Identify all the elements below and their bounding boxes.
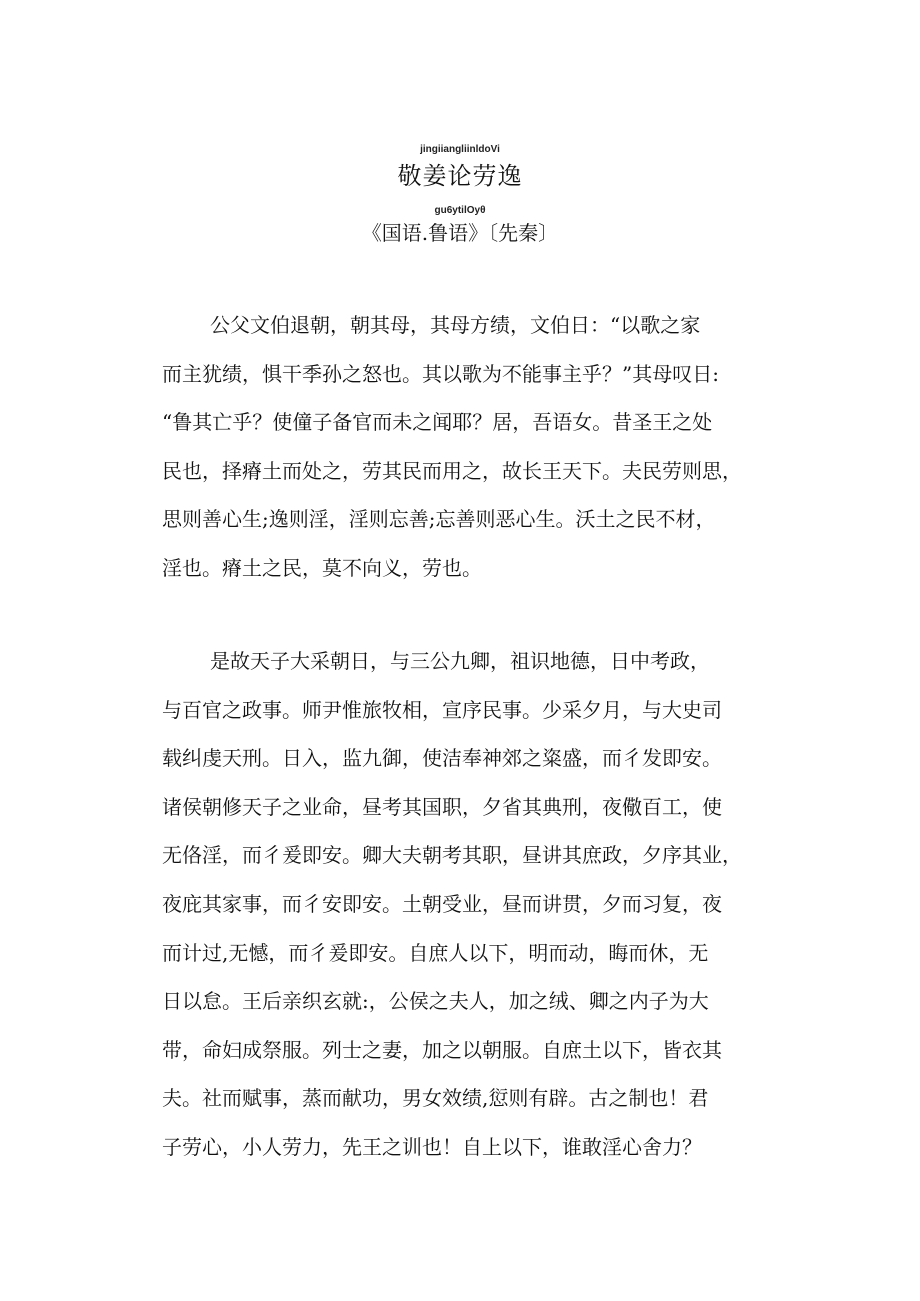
text-line: 公父文伯退朝，朝其母，其母方绩，文伯日：“以歌之家 (210, 313, 701, 337)
text-line: 子劳心，小人劳力，先王之训也！自上以下，谁敢淫心舍力？ (162, 1134, 702, 1159)
text-line: 日以怠。王后亲织玄就:，公侯之夫人，加之绒、卿之内子为大 (162, 989, 709, 1014)
text-line: 夫。社而赋事，蒸而献功，男女效绩,愆则有辟。古之制也！君 (162, 1086, 709, 1111)
text-line: 载纠虔天刑。日入，监九御，使洁奉神郊之粢盛，而彳发即安。 (162, 746, 722, 771)
text-line: 淫也。瘠土之民，莫不向义，劳也。 (162, 555, 482, 580)
paragraph-2 (162, 637, 762, 1172)
source-pinyin: gu6ytilOyθ (434, 205, 486, 216)
text-line: 夜庇其家事，而彳安即安。土朝受业，昼而讲贯，夕而习复，夜 (162, 891, 722, 916)
text-line: 是故天子大采朝日，与三公九卿，祖识地德，日中考政， (210, 649, 710, 673)
text-line: 带，命妇成祭服。列士之妻，加之以朝服。自庶土以下，皆衣其 (162, 1037, 722, 1062)
text-line: 思则善心生;逸则淫，淫则忘善;忘善则恶心生。沃土之民不材， (162, 507, 716, 532)
text-line: 而主犹绩，惧干季孙之怒也。其以歌为不能事主乎？”其母叹日: (162, 361, 719, 386)
text-line: 无佫淫，而彳爰即安。卿大夫朝考其职，昼讲其庶政，夕序其业， (162, 843, 742, 868)
text-line: 诸侯朝修天子之业命，昼考其国职，夕省其典刑，夜儆百工，使 (162, 794, 722, 819)
paragraph-1 (162, 301, 762, 593)
text-line: 而计过,无憾，而彳爰即安。自庶人以下，明而动，晦而休，无 (162, 940, 709, 965)
text-line: “鲁其亡乎？使僮子备官而未之闻耶？居，吾语女。昔圣王之处 (162, 410, 713, 435)
source-attribution: 《国语.鲁语》〔先秦〕 (361, 221, 559, 245)
title-pinyin: jingiiangliinldoVi (420, 144, 500, 155)
page-title: 敬姜论劳逸 (397, 162, 523, 190)
text-line: 民也，择瘠土而处之，劳其民而用之，故长王天下。夫民劳则思， (162, 458, 742, 483)
text-line: 与百官之政事。师尹惟旅牧相，宣序民事。少采夕月，与大史司 (162, 697, 722, 722)
